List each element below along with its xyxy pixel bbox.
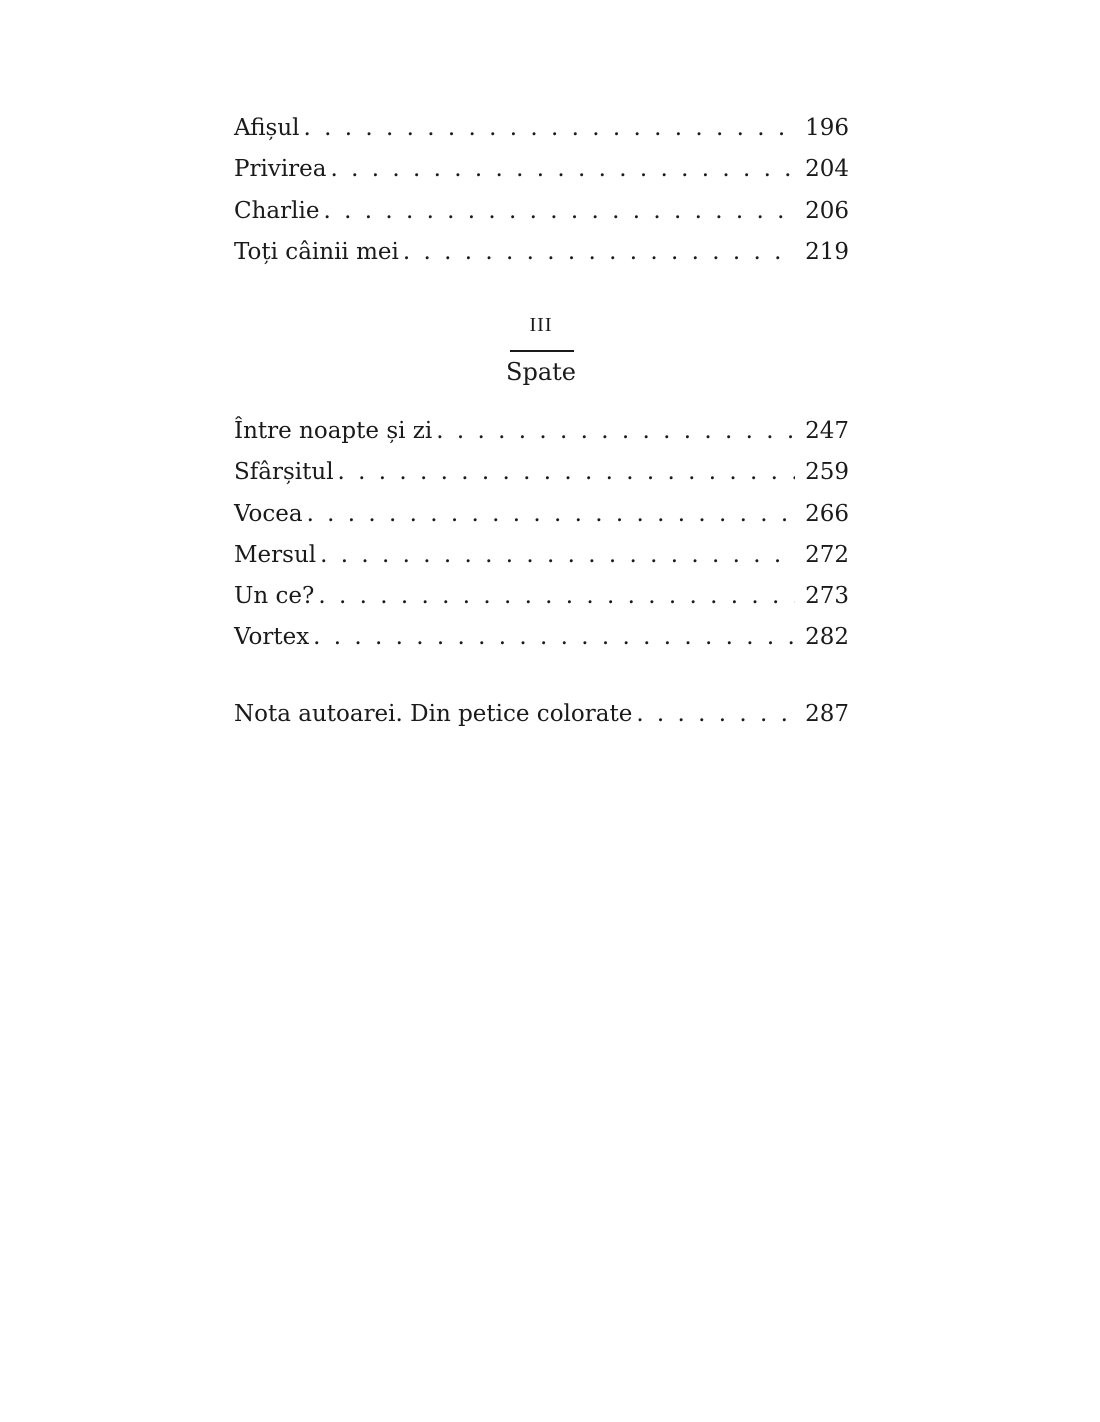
toc-section-1 [234,108,849,273]
toc-leader-dots [321,191,795,232]
part-numeral: III [529,314,553,336]
toc-entry-title: Nota autoarei. Din petice colorate [234,701,633,727]
toc-entry-title: Un ce? [234,583,315,610]
toc-leader-dots [305,494,796,535]
toc-entry-page: 282 [805,624,849,651]
toc-entry-title: Vocea [234,500,303,527]
toc-leader-dots [634,694,795,735]
toc-entry-page: 219 [805,238,849,265]
toc-entry[interactable] [234,576,849,617]
toc-entry[interactable] [234,617,849,658]
toc-leader-dots [329,149,796,190]
toc-entry-page: 204 [805,156,849,183]
toc-section-2 [234,411,849,659]
toc-leader-dots [336,452,796,493]
toc-section-3 [234,694,849,735]
toc-entry[interactable] [234,232,849,273]
toc-leader-dots [311,617,795,658]
toc-entry[interactable] [234,411,849,452]
toc-entry-page: 287 [805,701,849,727]
toc-entry-page: 266 [805,500,849,527]
toc-entry-title: Toți câinii mei [234,238,399,265]
toc-entry-title: Mersul [234,541,317,568]
toc-entry-page: 196 [805,115,849,141]
part-divider-rule [510,350,574,352]
toc-entry-title: Sfârșitul [234,459,334,486]
toc-entry-title: Charlie [234,197,320,224]
toc-entry[interactable] [234,535,849,576]
toc-leader-dots [401,232,795,273]
toc-entry[interactable] [234,191,849,232]
toc-leader-dots [434,411,795,452]
part-title: Spate [506,358,576,386]
toc-leader-dots [302,108,796,149]
toc-entry-title: Între noapte și zi [234,418,433,444]
toc-leader-dots [318,535,795,576]
toc-entry-page: 247 [805,418,849,444]
toc-entry[interactable] [234,452,849,493]
toc-entry[interactable] [234,149,849,190]
toc-entry-page: 273 [805,583,849,610]
toc-leader-dots [316,576,795,617]
toc-entry-title: Privirea [234,156,327,183]
toc-entry-title: Afișul [234,115,300,141]
toc-entry-page: 259 [805,459,849,486]
toc-entry-title: Vortex [234,624,310,651]
toc-entry-page: 272 [805,541,849,568]
toc-entry[interactable] [234,694,849,735]
toc-entry[interactable] [234,108,849,149]
toc-entry[interactable] [234,494,849,535]
toc-entry-page: 206 [805,197,849,224]
